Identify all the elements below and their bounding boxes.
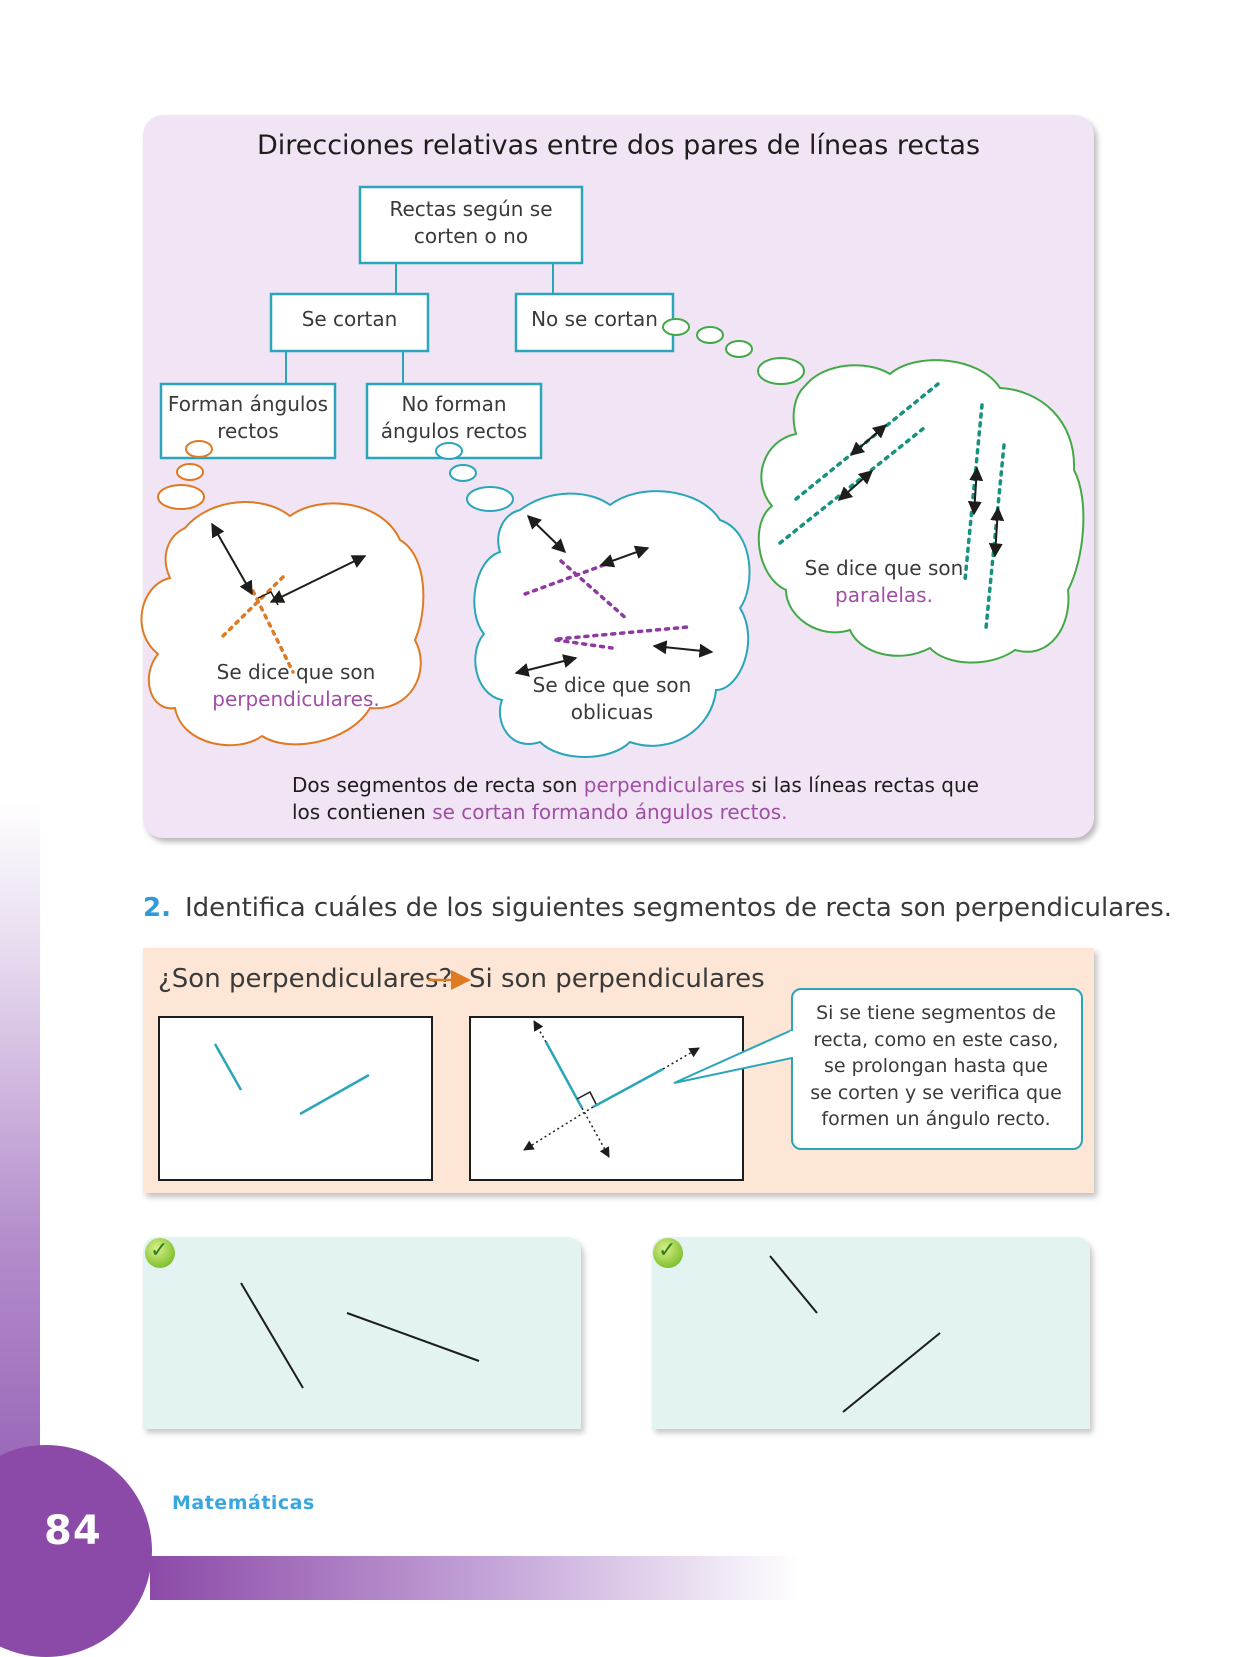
bubble-dot [758, 358, 804, 384]
caption-term: perpendiculares. [212, 687, 380, 711]
definition-part: los contienen [292, 800, 433, 824]
example-box-before [158, 1016, 433, 1181]
exercise-instruction [143, 893, 1172, 923]
check-icon: ✓ [145, 1238, 175, 1268]
definition-term: se cortan formando ángulos rectos. [432, 800, 788, 824]
caption-line: Se dice que son [804, 556, 964, 580]
oblique-caption [512, 672, 712, 726]
check-icon: ✓ [653, 1238, 683, 1268]
caption-term: paralelas. [835, 583, 933, 607]
explanation-text [800, 1000, 1072, 1133]
root-box-label [360, 196, 582, 250]
no-cut-box-label: No se cortan [531, 307, 658, 331]
bubble-dot [177, 464, 203, 480]
no-right-angle-box-label [367, 391, 541, 445]
bubble-dot [450, 465, 476, 481]
bubble-dot [697, 327, 723, 343]
example-box-after [469, 1016, 744, 1181]
page-number: 84 [44, 1508, 102, 1554]
perpendicular-caption [196, 659, 396, 713]
definition-line [292, 799, 1052, 826]
definition-term: perpendiculares [583, 773, 745, 797]
parallel-caption [784, 555, 984, 609]
caption-line: Se dice que son [216, 660, 376, 684]
right-angle-line: rectos [217, 419, 279, 443]
bubble-dot [158, 485, 204, 509]
exercise-number: 2. [143, 893, 171, 923]
callout-line: se prolongan hasta que [824, 1055, 1048, 1077]
right-angle-line: Forman ángulos [167, 392, 329, 416]
root-box-line: corten o no [413, 224, 529, 248]
cut-box-label: Se cortan [301, 307, 398, 331]
exercise-text: Identifica cuáles de los siguientes segmentos de recta son perpendiculares. [184, 893, 1173, 923]
definition-line [292, 772, 1052, 799]
callout-line: se corten y se verifica que [810, 1081, 1062, 1104]
callout-line: formen un ángulo recto. [821, 1108, 1051, 1130]
practice-card-1 [143, 1237, 581, 1429]
bubble-dot [726, 341, 752, 357]
callout-line: Si se tiene segmentos de [816, 1002, 1056, 1024]
subject-label: Matemáticas [172, 1492, 315, 1514]
parallel-cloud [759, 360, 1084, 662]
caption-line: Se dice que son [532, 673, 692, 697]
example-answer: Si son perpendiculares [469, 964, 765, 994]
definition-text [292, 772, 1052, 826]
no-right-angle-line: ángulos rectos [380, 419, 528, 443]
caption-term: oblicuas [570, 700, 654, 724]
bubble-dot [467, 487, 513, 511]
definition-part: si las líneas rectas que [744, 773, 979, 797]
definition-part: Dos segmentos de recta son [292, 773, 584, 797]
no-right-angle-line: No forman [401, 392, 507, 416]
diagram-title: Direcciones relativas entre dos pares de líneas rectas [256, 130, 981, 161]
root-box-line: Rectas según se [389, 197, 553, 221]
right-angle-box-label [161, 391, 335, 445]
bubble-dot [436, 443, 462, 459]
practice-card-2 [652, 1237, 1090, 1429]
example-question: ¿Son perpendiculares? [158, 964, 453, 994]
callout-line: recta, como en este caso, [813, 1028, 1059, 1051]
